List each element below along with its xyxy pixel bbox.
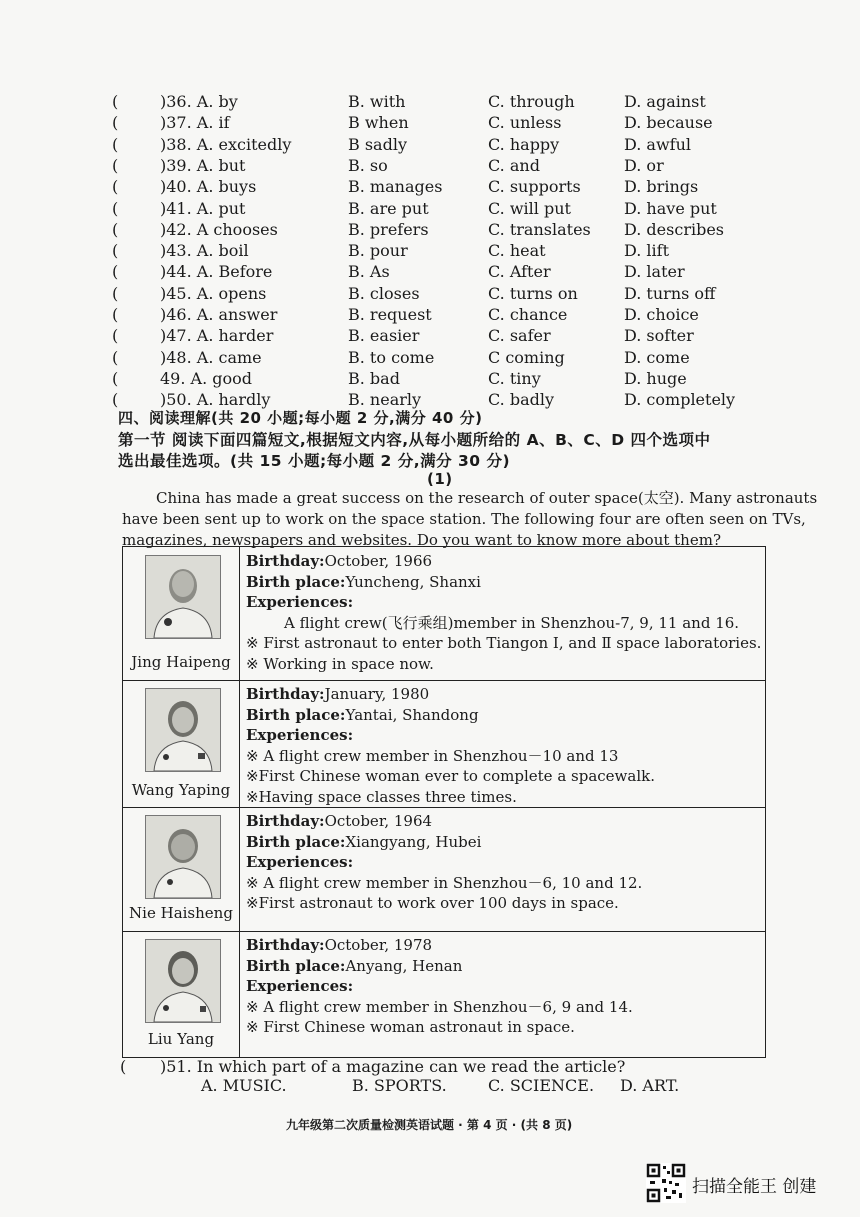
option-c[interactable]: C coming xyxy=(488,347,565,367)
question-option-a[interactable]: )50. A. hardly xyxy=(160,390,271,410)
cloze-row xyxy=(0,304,860,325)
question-option-a[interactable]: )47. A. harder xyxy=(160,326,274,346)
option-d[interactable]: D. awful xyxy=(624,134,692,154)
cloze-row xyxy=(0,134,860,155)
astronaut-photo xyxy=(145,555,221,639)
option-c[interactable]: C. After xyxy=(488,262,551,282)
experience-item: ※ First Chinese woman astronaut in space. xyxy=(246,1018,575,1036)
cloze-row xyxy=(0,368,860,389)
answer-paren: ( xyxy=(112,326,119,346)
option-d[interactable]: D. choice xyxy=(624,305,699,324)
option-b[interactable]: B. with xyxy=(348,92,406,111)
birthday-value: January, 1980 xyxy=(324,685,430,703)
question-option-a[interactable]: )48. A. came xyxy=(160,347,262,367)
option-d[interactable]: D. huge xyxy=(624,368,687,388)
option-b[interactable]: B. pour xyxy=(348,241,408,261)
answer-paren: ( xyxy=(112,155,119,175)
astronaut-photo xyxy=(145,815,221,899)
cloze-row xyxy=(0,325,860,346)
option-b[interactable]: B. request xyxy=(348,305,432,324)
experience-item: ※ A flight crew member in Shenzhou－10 and 13 xyxy=(246,746,619,765)
option-c[interactable]: C. and xyxy=(488,155,540,175)
option-c[interactable]: C. through xyxy=(488,92,575,111)
birthday-label: Birthday: xyxy=(246,685,325,703)
astronaut-name: Wang Yaping xyxy=(131,781,231,799)
option-b[interactable]: B. bad xyxy=(348,368,400,388)
option-c[interactable]: C. safer xyxy=(488,326,551,346)
option-b[interactable]: B. closes xyxy=(348,283,420,303)
question-option-a[interactable]: )43. A. boil xyxy=(160,241,249,261)
experiences-label: Experiences: xyxy=(246,853,354,871)
option-d[interactable]: D. because xyxy=(624,113,713,133)
question-option-a[interactable]: )36. A. by xyxy=(160,92,238,111)
astronaut-photo xyxy=(145,688,221,772)
answer-paren: ( xyxy=(112,198,119,218)
option-d[interactable]: D. lift xyxy=(624,241,670,261)
answer-paren: ( xyxy=(112,241,119,261)
option-d[interactable]: D. completely xyxy=(624,390,736,410)
option-c[interactable]: C. unless xyxy=(488,113,562,133)
intro-line-1: China has made a great success on the research of outer space(太空). Many astronauts xyxy=(156,489,818,507)
q51-text: )51. In which part of a magazine can we read the article? xyxy=(160,1057,626,1076)
astronaut-card xyxy=(123,680,765,808)
birthday-label: Birthday: xyxy=(246,552,325,570)
option-d[interactable]: D. have put xyxy=(624,198,717,218)
option-d[interactable]: D. against xyxy=(624,92,706,111)
birth-place-value: Xiangyang, Hubei xyxy=(345,832,482,851)
cloze-row xyxy=(0,112,860,133)
birth-place-value: Yuncheng, Shanxi xyxy=(345,572,481,591)
birthday-value: October, 1966 xyxy=(324,552,433,570)
passage-number: (1) xyxy=(427,470,453,488)
option-b[interactable]: B. to come xyxy=(348,347,435,367)
option-c[interactable]: C. will put xyxy=(488,198,571,218)
option-c[interactable]: C. tiny xyxy=(488,368,541,388)
birth-place-label: Birth place: xyxy=(246,572,346,591)
option-b[interactable]: B. easier xyxy=(348,326,420,346)
option-d[interactable]: D. softer xyxy=(624,326,694,346)
experiences-label: Experiences: xyxy=(246,977,354,995)
answer-paren: ( xyxy=(112,92,119,111)
experience-item: ※ A flight crew member in Shenzhou－6, 9 and 14. xyxy=(246,997,633,1016)
option-b[interactable]: B. so xyxy=(348,155,388,175)
cloze-row xyxy=(0,283,860,304)
subsection-line-1: 第一节 阅读下面四篇短文,根据短文内容,从每小题所给的 A、B、C、D 四个选项中 xyxy=(118,431,711,449)
q51-option-a[interactable]: A. MUSIC. xyxy=(201,1076,287,1095)
q51-option-c[interactable]: C. SCIENCE. xyxy=(488,1076,595,1095)
option-c[interactable]: C. badly xyxy=(488,390,555,410)
page-footer: 九年级第二次质量检测英语试题 · 第 4 页 · (共 8 页) xyxy=(286,1118,573,1132)
answer-paren: ( xyxy=(112,134,119,154)
experiences-label: Experiences: xyxy=(246,726,354,744)
experience-item: ※ Working in space now. xyxy=(246,654,434,673)
option-b[interactable]: B. As xyxy=(348,262,390,282)
question-option-a[interactable]: )41. A. put xyxy=(160,198,246,218)
question-option-a[interactable]: )39. A. but xyxy=(160,155,246,175)
q51-option-b[interactable]: B. SPORTS. xyxy=(352,1076,447,1095)
cloze-row xyxy=(0,91,860,112)
subsection-line-2: 选出最佳选项。(共 15 小题;每小题 2 分,满分 30 分) xyxy=(118,452,511,470)
q51-paren: ( xyxy=(120,1057,127,1076)
option-b[interactable]: B. manages xyxy=(348,177,443,197)
astronaut-photo xyxy=(145,939,221,1023)
answer-paren: ( xyxy=(112,283,119,303)
experience-item: A flight crew(飞行乘组)member in Shenzhou-7, 9, 11 and 16. xyxy=(284,613,740,632)
option-c[interactable]: C. translates xyxy=(488,219,591,239)
experience-item: ※ A flight crew member in Shenzhou－6, 10 and 12. xyxy=(246,873,643,892)
intro-line-2: have been sent up to work on the space station. The following four are often seen on TVs, xyxy=(122,510,806,528)
question-option-a[interactable]: )44. A. Before xyxy=(160,262,273,282)
answer-paren: ( xyxy=(112,177,119,197)
question-option-a[interactable]: )37. A. if xyxy=(160,113,230,133)
option-d[interactable]: D. come xyxy=(624,347,690,367)
option-c[interactable]: C. heat xyxy=(488,241,546,261)
answer-paren: ( xyxy=(112,219,119,239)
cloze-row xyxy=(0,219,860,240)
cloze-row xyxy=(0,176,860,197)
question-option-a[interactable]: )45. A. opens xyxy=(160,283,267,303)
option-d[interactable]: D. later xyxy=(624,262,685,282)
question-option-a[interactable]: )38. A. excitedly xyxy=(160,134,292,154)
experience-item: ※First Chinese woman ever to complete a spacewalk. xyxy=(246,767,655,785)
astronaut-card xyxy=(123,807,765,932)
cloze-row xyxy=(0,261,860,282)
cloze-row xyxy=(0,240,860,261)
option-c[interactable]: C. chance xyxy=(488,305,568,324)
cloze-row xyxy=(0,347,860,368)
answer-paren: ( xyxy=(112,262,119,282)
astronaut-name: Jing Haipeng xyxy=(131,653,231,671)
scanner-watermark: 扫描全能王 创建 xyxy=(692,1177,817,1197)
experience-item: ※First astronaut to work over 100 days in space. xyxy=(246,894,619,912)
option-c[interactable]: C. supports xyxy=(488,177,581,197)
cloze-row xyxy=(0,155,860,176)
option-b[interactable]: B. prefers xyxy=(348,219,429,239)
astronaut-card xyxy=(123,931,765,1057)
birth-place-label: Birth place: xyxy=(246,705,346,724)
intro-line-3: magazines, newspapers and websites. Do you want to know more about them? xyxy=(122,531,721,549)
q51-option-d[interactable]: D. ART. xyxy=(620,1076,680,1095)
experiences-label: Experiences: xyxy=(246,593,354,611)
birth-place-value: Yantai, Shandong xyxy=(345,705,479,724)
cloze-row xyxy=(0,198,860,219)
birth-place-label: Birth place: xyxy=(246,832,346,851)
birthday-value: October, 1964 xyxy=(324,812,433,830)
option-c[interactable]: C. turns on xyxy=(488,283,578,303)
birthday-label: Birthday: xyxy=(246,812,325,830)
question-option-a[interactable]: )42. A chooses xyxy=(160,219,278,239)
answer-paren: ( xyxy=(112,305,119,324)
birthday-label: Birthday: xyxy=(246,936,325,954)
astronaut-name: Nie Haisheng xyxy=(129,904,233,922)
experience-item: ※Having space classes three times. xyxy=(246,787,517,806)
option-d[interactable]: D. turns off xyxy=(624,283,716,303)
option-b[interactable]: B. nearly xyxy=(348,390,422,410)
qr-code-icon xyxy=(646,1163,686,1203)
astronaut-name: Liu Yang xyxy=(147,1030,215,1048)
option-b[interactable]: B sadly xyxy=(348,134,407,154)
option-b[interactable]: B. are put xyxy=(348,198,429,218)
section-heading: 四、阅读理解(共 20 小题;每小题 2 分,满分 40 分) xyxy=(118,409,483,427)
option-d[interactable]: D. or xyxy=(624,155,664,175)
answer-paren: ( xyxy=(112,368,119,388)
option-c[interactable]: C. happy xyxy=(488,134,560,154)
astronaut-table xyxy=(122,546,766,1058)
option-d[interactable]: D. describes xyxy=(624,219,724,239)
question-option-a[interactable]: )46. A. answer xyxy=(160,305,278,324)
birth-place-value: Anyang, Henan xyxy=(345,956,463,975)
answer-paren: ( xyxy=(112,113,119,133)
birth-place-label: Birth place: xyxy=(246,956,346,975)
option-d[interactable]: D. brings xyxy=(624,177,699,197)
experience-item: ※ First astronaut to enter both Tiangon Ⅰ, and Ⅱ space laboratories. xyxy=(246,634,762,652)
answer-paren: ( xyxy=(112,390,119,410)
answer-paren: ( xyxy=(112,347,119,367)
question-option-a[interactable]: )40. A. buys xyxy=(160,177,257,197)
option-b[interactable]: B when xyxy=(348,113,409,133)
astronaut-card xyxy=(123,547,765,681)
question-option-a[interactable]: 49. A. good xyxy=(160,368,253,388)
birthday-value: October, 1978 xyxy=(324,936,433,954)
